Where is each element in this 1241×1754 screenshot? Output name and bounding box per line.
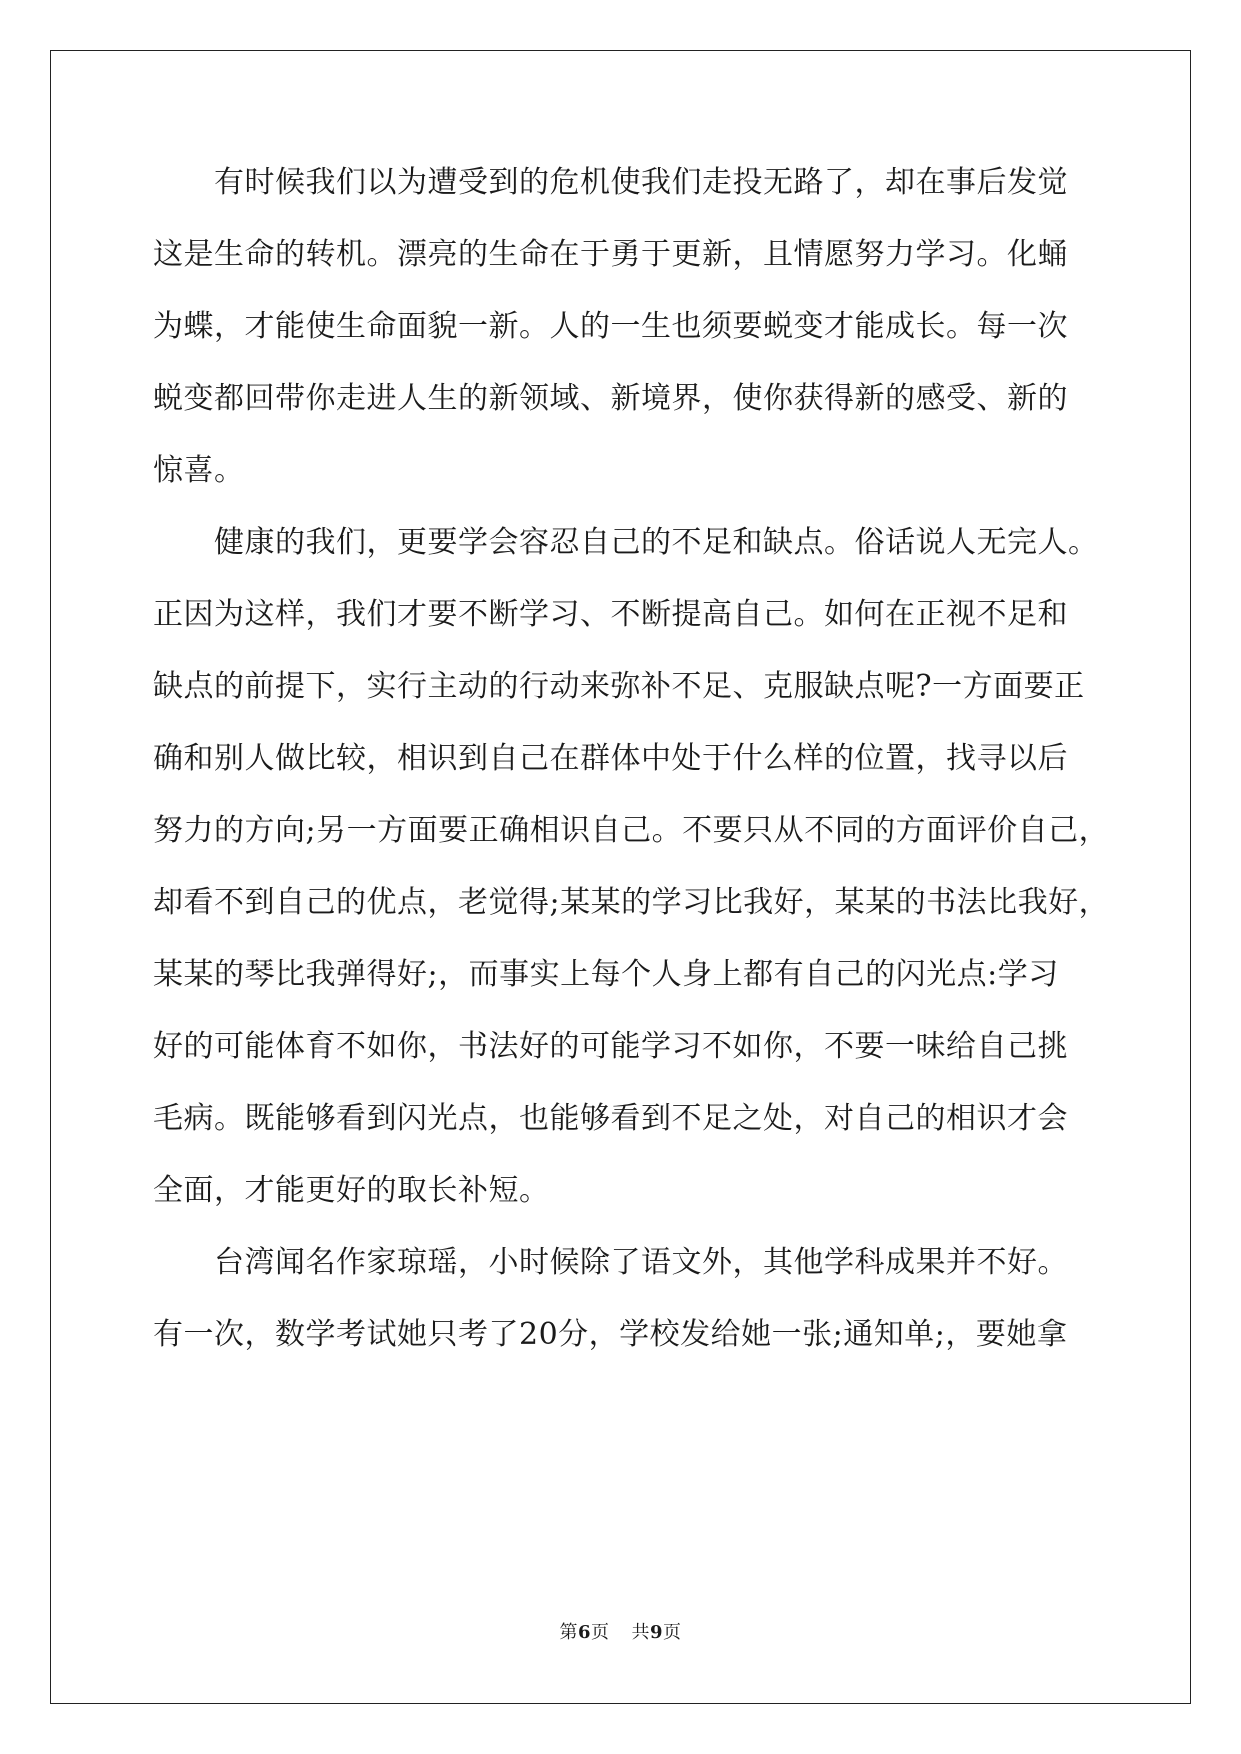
text-line: 有一次，数学考试她只考了20分，学校发给她一张;通知单;，要她拿 — [153, 1317, 1068, 1352]
text-line: 正因为这样，我们才要不断学习、不断提高自己。如何在正视不足和 — [153, 597, 1068, 632]
text-line: 确和别人做比较，相识到自己在群体中处于什么样的位置，找寻以后 — [153, 741, 1068, 776]
text-line: 惊喜。 — [153, 453, 245, 488]
total-pages-number: 9 — [650, 1622, 664, 1643]
text-line: 却看不到自己的优点，老觉得;某某的学习比我好，某某的书法比我好， — [153, 885, 1110, 920]
current-page-number: 6 — [577, 1622, 591, 1643]
text-line: 缺点的前提下，实行主动的行动来弥补不足、克服缺点呢?一方面要正 — [153, 669, 1085, 704]
page-suffix: 页 — [591, 1622, 610, 1643]
text-line: 某某的琴比我弹得好;，而事实上每个人身上都有自己的闪光点:学习 — [153, 957, 1059, 992]
page-prefix: 第 — [559, 1622, 578, 1643]
total-prefix: 共 — [631, 1622, 650, 1643]
text-line: 为蝶，才能使生命面貌一新。人的一生也须要蜕变才能成长。每一次 — [153, 309, 1068, 344]
total-suffix: 页 — [663, 1622, 682, 1643]
text-line: 有时候我们以为遭受到的危机使我们走投无路了，却在事后发觉 — [153, 165, 1068, 200]
text-line: 健康的我们，更要学会容忍自己的不足和缺点。俗话说人无完人。 — [153, 525, 1099, 560]
text-line: 这是生命的转机。漂亮的生命在于勇于更新，且情愿努力学习。化蛹 — [153, 237, 1068, 272]
page-footer — [0, 1623, 1241, 1643]
text-line: 全面，才能更好的取长补短。 — [153, 1173, 550, 1208]
text-line: 台湾闻名作家琼瑶，小时候除了语文外，其他学科成果并不好。 — [153, 1245, 1068, 1280]
text-line: 努力的方向;另一方面要正确相识自己。不要只从不同的方面评价自己， — [153, 813, 1110, 848]
text-line: 蜕变都回带你走进人生的新领域、新境界，使你获得新的感受、新的 — [153, 381, 1068, 416]
page-border — [50, 50, 1191, 1704]
text-line: 毛病。既能够看到闪光点，也能够看到不足之处，对自己的相识才会 — [153, 1101, 1068, 1136]
text-line: 好的可能体育不如你，书法好的可能学习不如你，不要一味给自己挑 — [153, 1029, 1068, 1064]
